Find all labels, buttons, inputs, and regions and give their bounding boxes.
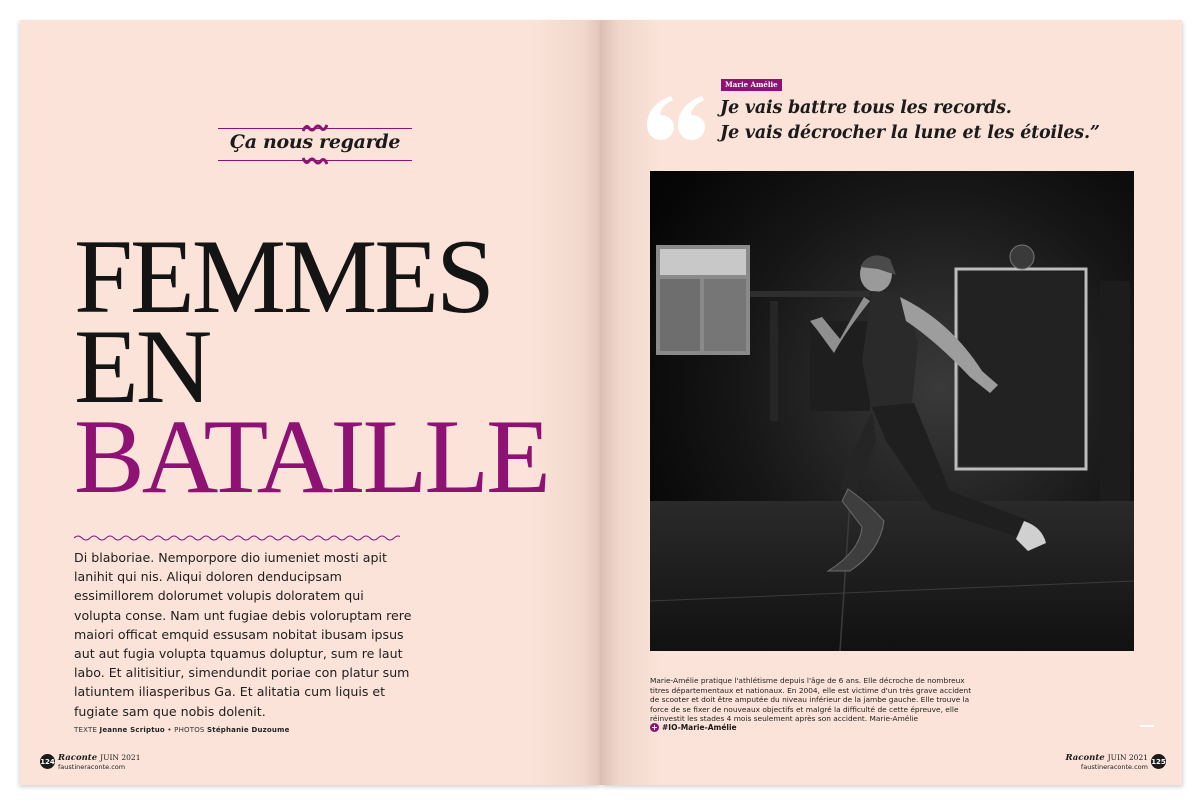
quote-mark-icon xyxy=(647,96,705,140)
text-label: TEXTE xyxy=(74,726,98,734)
rubric-title: Ça nous regarde xyxy=(229,131,401,153)
footer-date: JUIN 2021 xyxy=(100,753,141,762)
name-tag: Marie Amélie xyxy=(721,79,782,91)
headline xyxy=(74,218,548,515)
pull-quote xyxy=(720,96,1140,146)
left-page xyxy=(20,20,601,785)
footer-left xyxy=(58,753,140,772)
wave-divider-icon xyxy=(74,534,400,542)
footer-brand: Raconte xyxy=(58,753,98,763)
plus-icon: + xyxy=(651,723,658,732)
hashtag-text: #IO-Marie-Amélie xyxy=(662,723,737,732)
footer-site: faustineraconte.com xyxy=(1080,763,1148,771)
footer-right xyxy=(1066,753,1148,772)
footer-site: faustineraconte.com xyxy=(58,763,126,771)
photo-caption: Marie-Amélie pratique l'athlétisme depuis l'âge de 6 ans. Elle décroche de nombreux titres départementaux et nationaux. En 2004, elle est victime d'un très grave accident de scooter et doit être amputée du niveau inférieur de la jambe gauche. Elle trouve la force de se fixer de nouveaux objectifs et malgré la difficulté de cette épreuve, elle réinvestit les stades 4 mois seulement après son accident. Marie-Amélie xyxy=(650,676,972,723)
rubric-ornament-icon xyxy=(302,157,328,165)
headline-line-1: FEMMES xyxy=(74,218,492,335)
athlete-sprinting-photo-icon xyxy=(650,171,1134,651)
decorative-mark xyxy=(1140,725,1154,727)
photos-label: PHOTOS xyxy=(174,726,205,734)
athlete-photo xyxy=(650,171,1134,651)
article-body: Di blaboriae. Nemporpore dio iumeniet mosti apit lanihit qui nis. Aliqui doloren denducipsam essimillorem dolorumet volupis doloratem qui volupta conse. Nam unt fugiae debis voloruptam rere maiori officat emquid essusam nobitat ibusam ipsus aut aut fugia volupta tquamus doluptur, sum re laut labo. Et alitisitiur, simendundit poriae con platur sum latiuntem iliasperibus Ga. Et alitatia cum liquis et fugiate sam que nobis dolenit. xyxy=(74,550,412,719)
headline-line-3: BATAILLE xyxy=(74,398,548,515)
credits-separator: • xyxy=(167,726,172,734)
headline-line-2: EN xyxy=(74,308,210,425)
hashtag-link[interactable] xyxy=(650,723,737,732)
right-page xyxy=(601,20,1182,785)
article-credits xyxy=(74,726,290,734)
author-name: Jeanne Scriptuo xyxy=(99,726,165,734)
page-number-left: 124 xyxy=(40,754,55,769)
footer-date: JUIN 2021 xyxy=(1107,753,1148,762)
photographer-name: Stéphanie Duzoume xyxy=(207,726,290,734)
section-rubric xyxy=(218,124,412,164)
magazine-spread xyxy=(20,20,1182,785)
quote-line-1: Je vais battre tous les records. xyxy=(720,98,1012,118)
page-number-right: 125 xyxy=(1151,754,1166,769)
quote-line-2: Je vais décrocher la lune et les étoiles.” xyxy=(720,123,1100,143)
footer-brand: Raconte xyxy=(1065,753,1105,763)
